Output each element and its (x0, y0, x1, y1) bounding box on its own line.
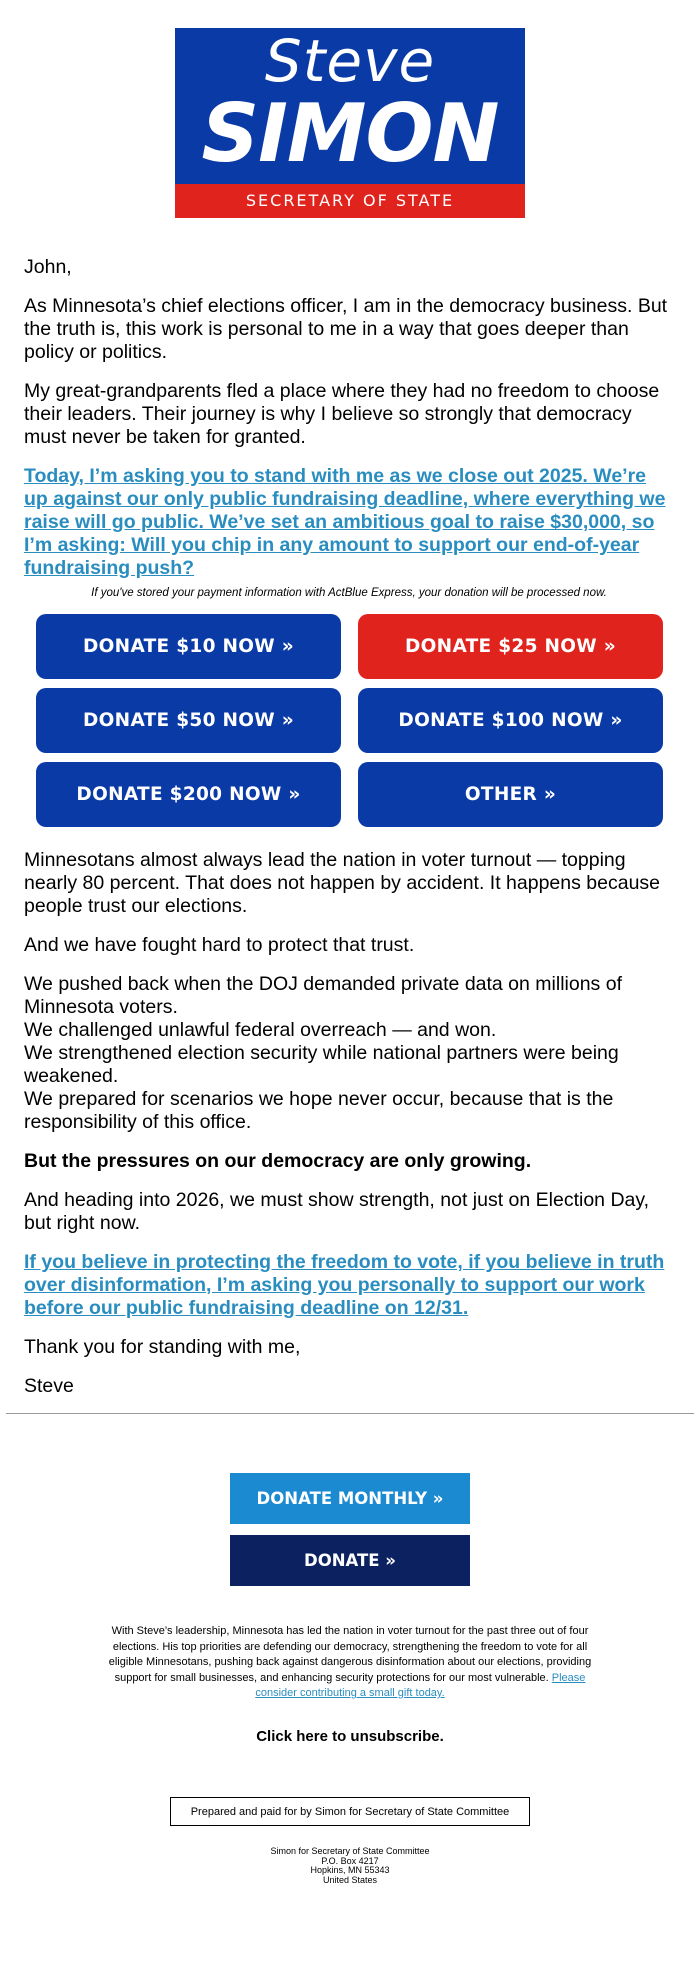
paragraph-2026: And heading into 2026, we must show strength, not just on Election Day, but right now. (24, 1189, 650, 1234)
signature: Steve (24, 1375, 74, 1397)
paragraph-intro: As Minnesota’s chief elections officer, I am in the democracy business. But the truth is, this work is personal to me in a way that goes deeper than policy or politics. (24, 295, 668, 363)
footer-bio-text: With Steve’s leadership, Minnesota has led the nation in voter turnout for the past three out of four elections. His top priorities are defending our democracy, strengthening the freedom to vote for all eligible Minnesotans, pushing back against dangerous disinformation about our elections, providing support for small businesses, and enhancing security protections for our most vulnerable. (108, 1625, 592, 1684)
list-item: We strengthened election security while national partners were being weakened. (24, 1042, 619, 1087)
logo-last-name: SIMON (201, 87, 499, 180)
campaign-logo (175, 28, 525, 218)
donate-10-button[interactable]: DONATE $10 NOW » (36, 614, 341, 679)
closing-link[interactable]: If you believe in protecting the freedom to vote, if you believe in truth over disinformation, I’m asking you personally to support our work before our public fundraising deadline on 12/31. (24, 1251, 665, 1319)
mailing-address (0, 1847, 700, 1885)
logo-office-banner: SECRETARY OF STATE (175, 184, 525, 218)
footer-divider (6, 1413, 694, 1414)
closing-paragraph (24, 1251, 674, 1320)
footer-gift-link[interactable]: Please consider contributing a small gift today. (255, 1671, 586, 1699)
list-item: We pushed back when the DOJ demanded private data on millions of Minnesota voters. (24, 973, 622, 1018)
donate-200-button[interactable]: DONATE $200 NOW » (36, 762, 341, 827)
footer-bio (100, 1624, 600, 1702)
address-line: Hopkins, MN 55343 (310, 1865, 390, 1875)
donate-100-button[interactable]: DONATE $100 NOW » (358, 688, 663, 753)
address-line: United States (322, 1874, 378, 1885)
donate-other-button[interactable]: OTHER » (358, 762, 663, 827)
donate-monthly-button[interactable]: DONATE MONTHLY » (230, 1473, 470, 1524)
address-line: P.O. Box 4217 (321, 1855, 379, 1866)
paragraph-trust: And we have fought hard to protect that trust. (24, 934, 415, 956)
letter-body (24, 256, 674, 1414)
logo-blue-panel (175, 28, 525, 184)
salutation: John, (24, 256, 72, 278)
ask-link[interactable]: Today, I’m asking you to stand with me as we close out 2025. We’re up against our only public fundraising deadline, where everything we raise will go public. We’ve set an ambitious goal to raise $30,000, so I’m asking: Will you chip in any amount to support our end-of-year fundraising push? (24, 465, 666, 579)
donate-button[interactable]: DONATE » (230, 1535, 470, 1586)
paid-for-disclaimer: Prepared and paid for by Simon for Secretary of State Committee (170, 1797, 530, 1826)
pressures-heading: But the pressures on our democracy are only growing. (24, 1150, 532, 1172)
accomplishments-list (24, 973, 674, 1134)
ask-paragraph (24, 465, 674, 580)
address-line: Simon for Secretary of State Committee (270, 1846, 430, 1856)
donate-25-button[interactable]: DONATE $25 NOW » (358, 614, 663, 679)
logo-first-name: Steve (264, 27, 436, 95)
paragraph-family: My great-grandparents fled a place where they had no freedom to choose their leaders. Their journey is why I believe so strongly that democracy must never be taken for granted. (24, 380, 660, 448)
unsubscribe-link[interactable]: Click here to unsubscribe. (256, 1728, 444, 1745)
paragraph-turnout: Minnesotans almost always lead the nation in voter turnout — topping nearly 80 percent. That does not happen by accident. It happens because people trust our elections. (24, 849, 661, 917)
actblue-express-note: If you've stored your payment information with ActBlue Express, your donation will be processed now. (91, 587, 607, 599)
donate-button-grid (36, 614, 674, 827)
list-item: We prepared for scenarios we hope never occur, because that is the responsibility of this office. (24, 1088, 614, 1133)
list-item: We challenged unlawful federal overreach — and won. (24, 1019, 497, 1041)
donate-50-button[interactable]: DONATE $50 NOW » (36, 688, 341, 753)
signoff: Thank you for standing with me, (24, 1336, 301, 1358)
